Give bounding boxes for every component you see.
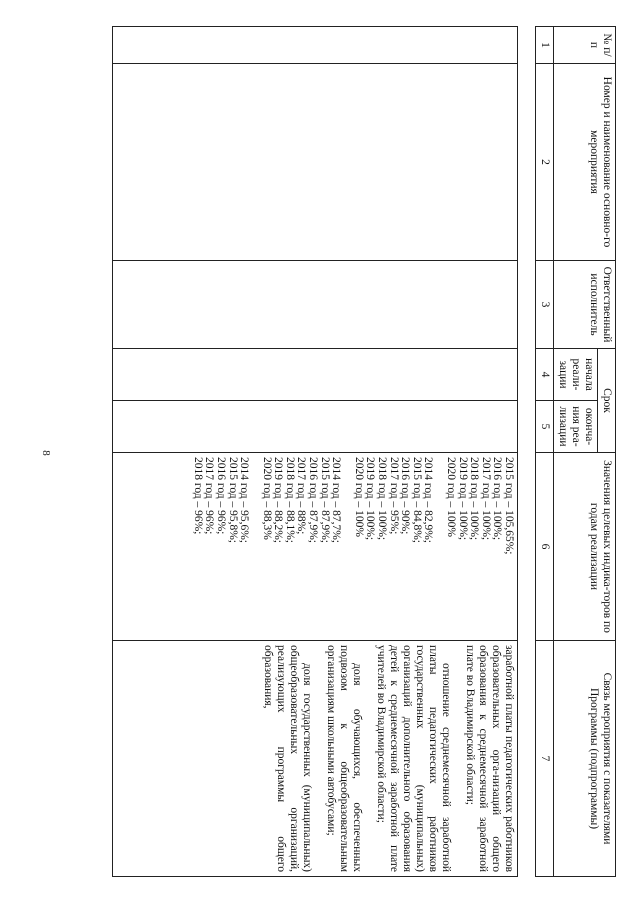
colnum-2: 2 — [536, 64, 554, 261]
rotated-table-area — [24, 26, 616, 876]
values-block-1: 2015 год – 105,65%; 2016 год – 100%; 2017 год – 100%; 2018 год – 100%; 2019 год – 100%; 2020 год – 100% — [445, 457, 515, 555]
table-gap — [518, 27, 536, 877]
link-paragraph-2: отношение среднемесячной заработной платы педагогических работников государственных (муниципальных) организаций дополнительного образования детей к среднемесячной заработной плате учителей во Владимирской области; — [375, 645, 452, 873]
link-paragraph-4: доля государственных (муниципальных) общеобразовательных организаций, реализующих программы общего образования, — [262, 645, 313, 873]
cell-program-link — [113, 641, 518, 877]
colnum-3: 3 — [536, 261, 554, 349]
header-indicator-values: Значения целевых индика-торов по годам реализации — [554, 453, 616, 641]
link-paragraph-1: заработной платы педагогических работников образовательных орга-низаций общего образования к среднемесячной заработной плате во Владимирской области; — [464, 645, 515, 873]
colnum-4: 4 — [536, 349, 554, 401]
activities-table — [112, 26, 616, 877]
header-number: № п/п — [554, 27, 616, 64]
page-number: 8 — [40, 449, 52, 456]
link-paragraph-3: доля обучающихся, обеспеченных подвозом к общеобразовательным организациям школьными автобусами; — [325, 645, 363, 873]
cell-indicator-values — [113, 453, 518, 641]
header-term: Срок — [598, 349, 616, 453]
colnum-5: 5 — [536, 401, 554, 453]
header-responsible: Ответственный исполнитель — [554, 261, 616, 349]
header-start: начала реали-зации — [554, 349, 598, 401]
table-sheet — [24, 26, 616, 876]
cell-end — [113, 401, 518, 453]
values-block-2: 2014 год – 82,9%; 2015 год – 84,8%; 2016 год – 90%; 2017 год – 95%; 2018 год – 100%; 2019 год – 100%; 2020 год – 100% — [352, 457, 435, 543]
header-row — [598, 27, 616, 877]
table-row — [113, 27, 518, 877]
values-block-4: 2014 год – 95,6%; 2015 год – 95,8%; 2016 год – 96%; 2017 год – 96%; 2018 год – 96%; — [191, 457, 251, 543]
cell-activity — [113, 64, 518, 261]
values-block-3: 2014 год – 87,7%; 2015 год – 87,9%; 2016 год – 87,9%; 2017 год – 88%; 2018 год – 88,1%; 2019 год – 88,2%; 2020 год – 88,3% — [260, 457, 343, 543]
colnum-6: 6 — [536, 453, 554, 641]
header-end: оконча-ния реа-лизации — [554, 401, 598, 453]
colnum-1: 1 — [536, 27, 554, 64]
column-numbers-row — [536, 27, 554, 877]
cell-start — [113, 349, 518, 401]
header-program-link: Связь мероприятия с показателями Программы (подпрограммы) — [554, 641, 616, 877]
colnum-7: 7 — [536, 641, 554, 877]
cell-responsible — [113, 261, 518, 349]
header-activity-name: Номер и наименование основно-го мероприятия — [554, 64, 616, 261]
cell-number — [113, 27, 518, 64]
